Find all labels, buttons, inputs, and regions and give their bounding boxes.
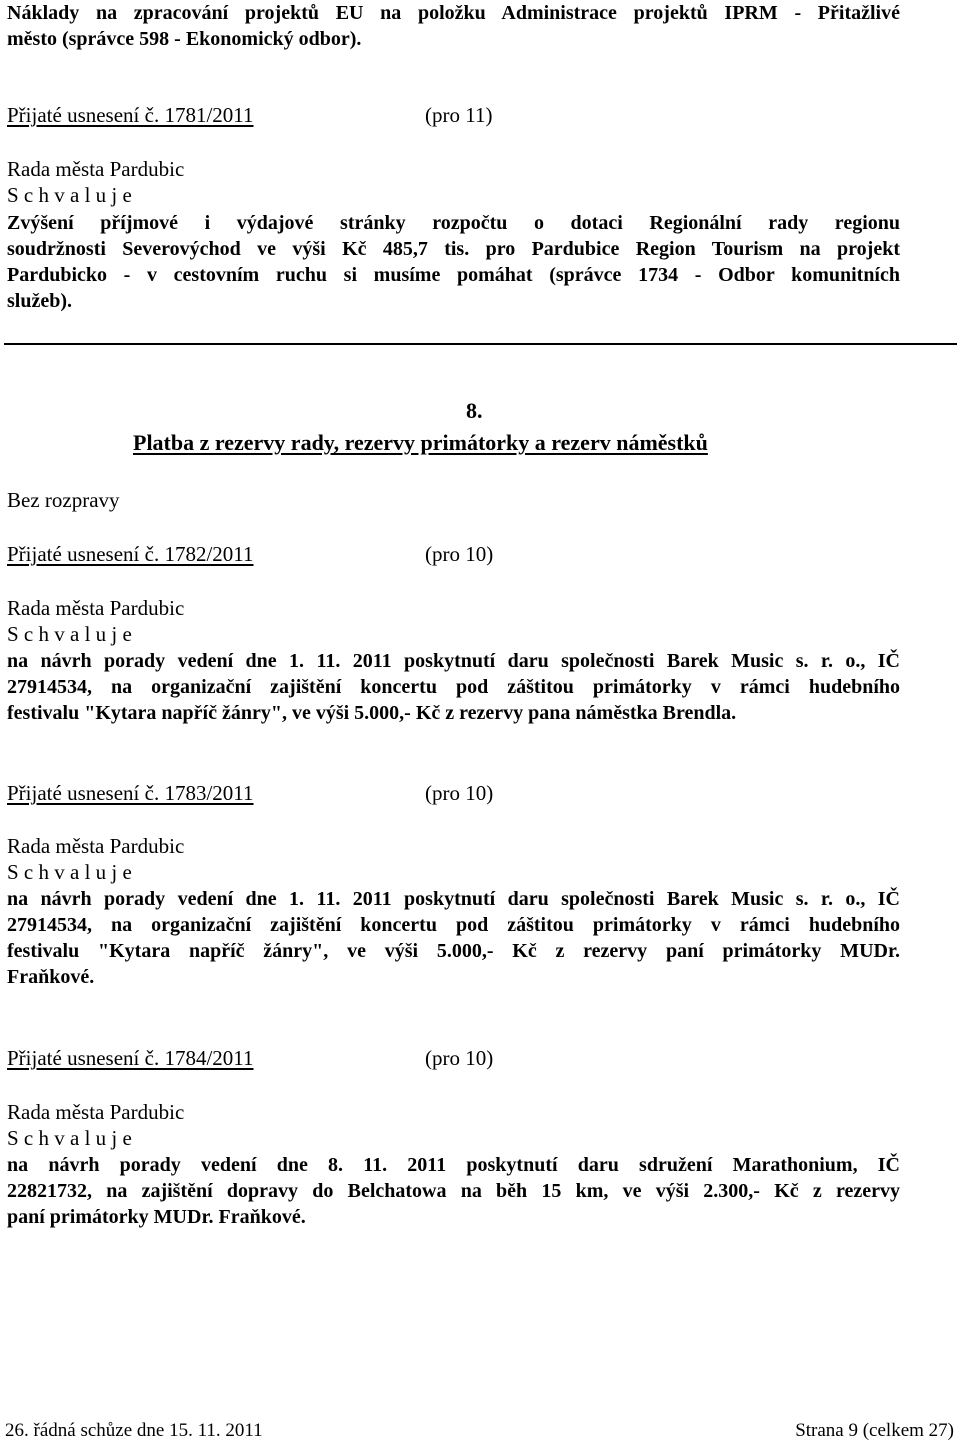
- resolution-1782-text-2: 27914534, na organizační zajištění koncertu pod záštitou primátorky v rámci hudebního: [7, 676, 900, 698]
- resolution-1782-text-3: festivalu "Kytara napříč žánry", ve výši 5.000,- Kč z rezervy pana náměstka Brendla.: [7, 702, 737, 724]
- resolution-1783-label: Přijaté usnesení č. 1783/2011: [7, 781, 254, 805]
- resolution-1784-council: Rada města Pardubic: [7, 1100, 185, 1124]
- resolution-1784-text-3: paní primátorky MUDr. Fraňkové.: [7, 1206, 306, 1228]
- resolution-1784-verb: S c h v a l u j e: [7, 1126, 132, 1150]
- resolution-1784-text-2: 22821732, na zajištění dopravy do Belchatowa na běh 15 km, ve výši 2.300,- Kč z rezervy: [7, 1180, 900, 1202]
- resolution-1782-label: Přijaté usnesení č. 1782/2011: [7, 542, 254, 566]
- resolution-1781-text-2: soudržnosti Severovýchod ve výši Kč 485,7 tis. pro Pardubice Region Tourism na projekt: [7, 238, 900, 260]
- resolution-1781-verb: S c h v a l u j e: [7, 183, 132, 207]
- resolution-1783-council: Rada města Pardubic: [7, 834, 185, 858]
- resolution-1782-text-1: na návrh porady vedení dne 1. 11. 2011 poskytnutí daru společnosti Barek Music s. r. o., IČ: [7, 650, 900, 672]
- resolution-1783-verb: S c h v a l u j e: [7, 860, 132, 884]
- resolution-1783-text-4: Fraňkové.: [7, 966, 95, 988]
- intro-line-1: Náklady na zpracování projektů EU na položku Administrace projektů IPRM - Přitažlivé: [7, 2, 900, 24]
- resolution-1783-text-2: 27914534, na organizační zajištění koncertu pod záštitou primátorky v rámci hudebního: [7, 914, 900, 936]
- resolution-1781-text-3: Pardubicko - v cestovním ruchu si musíme pomáhat (správce 1734 - Odbor komunitních: [7, 264, 900, 286]
- resolution-1781-text-4: služeb).: [7, 290, 72, 312]
- resolution-1784-text-1: na návrh porady vedení dne 8. 11. 2011 poskytnutí daru sdružení Marathonium, IČ: [7, 1154, 900, 1176]
- section-divider: [4, 343, 957, 345]
- resolution-1784-vote: (pro 10): [425, 1046, 494, 1070]
- resolution-1782-verb: S c h v a l u j e: [7, 622, 132, 646]
- resolution-1783-text-3: festivalu "Kytara napříč žánry", ve výši 5.000,- Kč z rezervy paní primátorky MUDr.: [7, 940, 900, 962]
- resolution-1784-label: Přijaté usnesení č. 1784/2011: [7, 1046, 254, 1070]
- footer-page-number: Strana 9 (celkem 27): [795, 1420, 954, 1441]
- resolution-1783-text-1: na návrh porady vedení dne 1. 11. 2011 poskytnutí daru společnosti Barek Music s. r. o., IČ: [7, 888, 900, 910]
- intro-line-2: město (správce 598 - Ekonomický odbor).: [7, 28, 362, 50]
- resolution-1783-vote: (pro 10): [425, 781, 494, 805]
- section-number: 8.: [466, 398, 483, 423]
- resolution-1781-text-1: Zvýšení příjmové i výdajové stránky rozpočtu o dotaci Regionální rady regionu: [7, 212, 900, 234]
- section-title: Platba z rezervy rady, rezervy primátorky a rezerv náměstků: [133, 430, 708, 455]
- section-note: Bez rozpravy: [7, 488, 120, 512]
- resolution-1781-label: Přijaté usnesení č. 1781/2011: [7, 103, 254, 127]
- resolution-1782-vote: (pro 10): [425, 542, 494, 566]
- footer-meeting-date: 26. řádná schůze dne 15. 11. 2011: [5, 1420, 263, 1441]
- resolution-1781-vote: (pro 11): [425, 103, 493, 127]
- resolution-1781-council: Rada města Pardubic: [7, 157, 185, 181]
- resolution-1782-council: Rada města Pardubic: [7, 596, 185, 620]
